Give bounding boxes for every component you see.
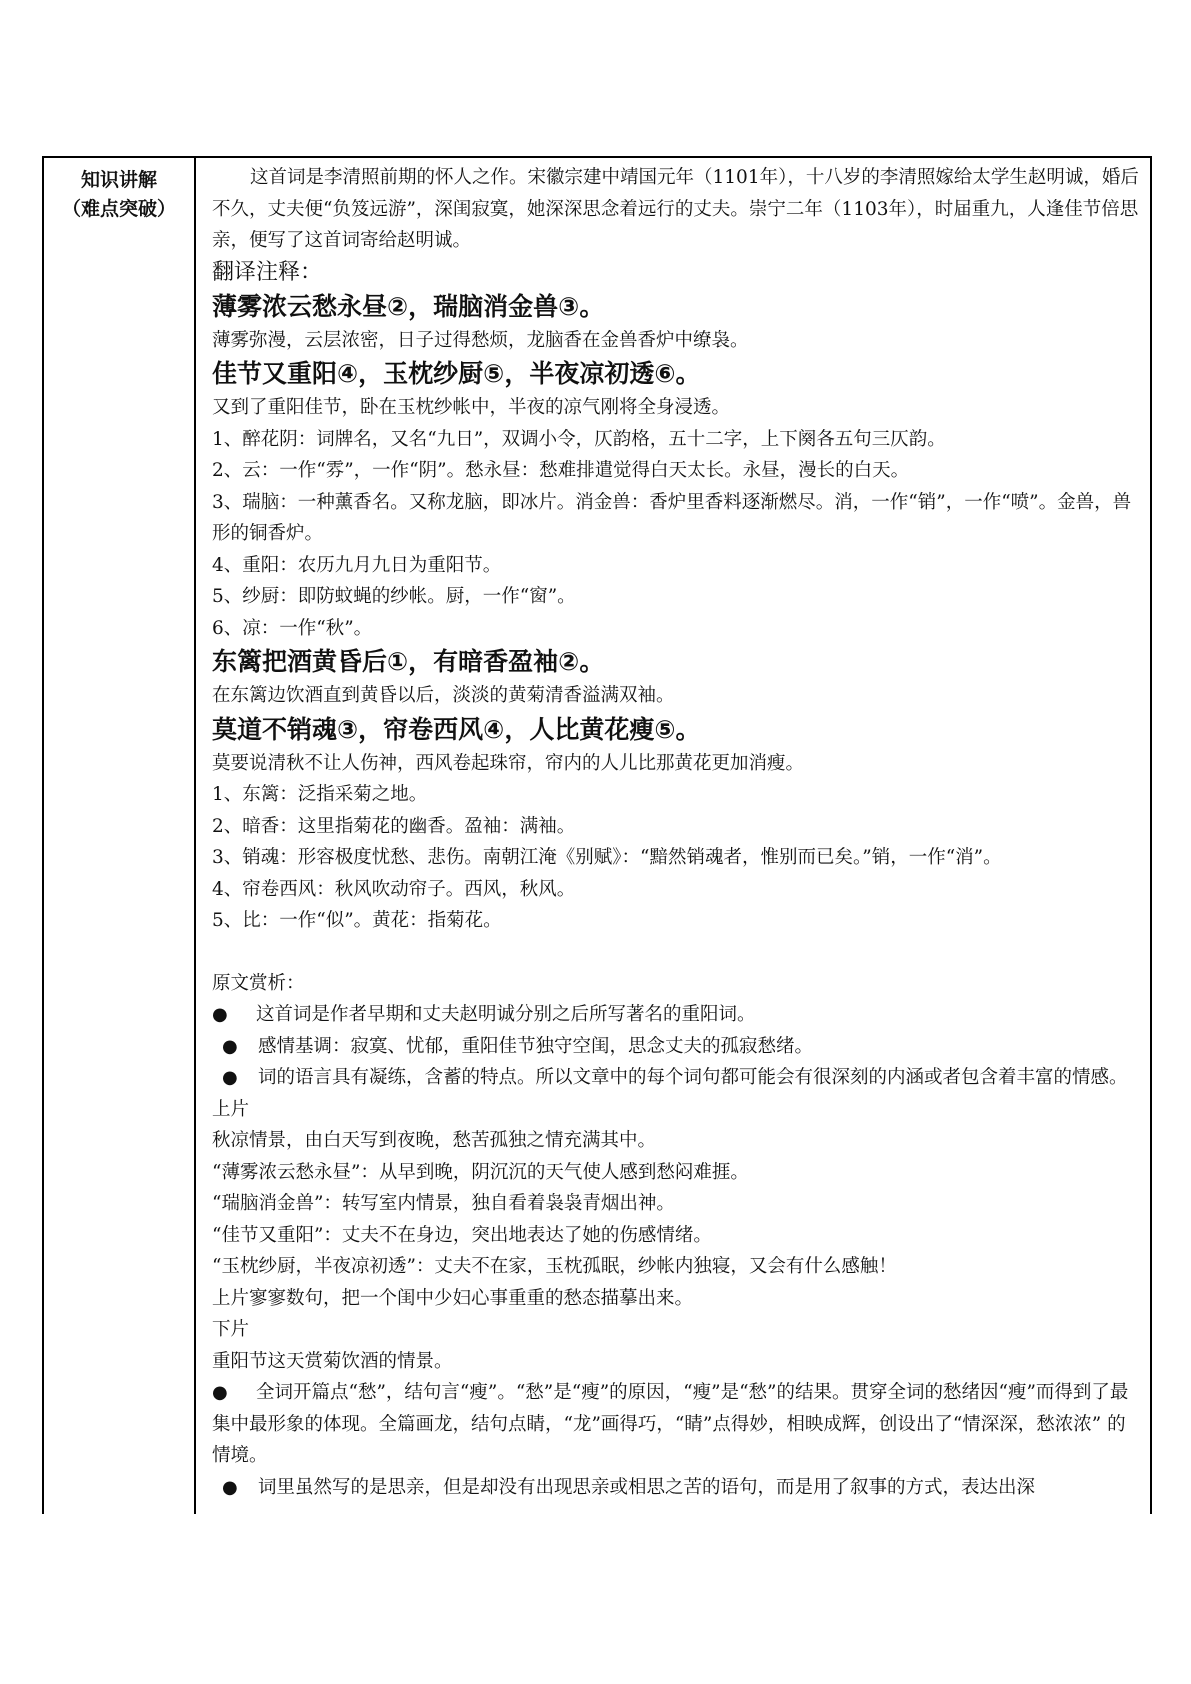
upper-line: 上片寥寥数句，把一个闺中少妇心事重重的愁态描摹出来。 (212, 1287, 694, 1309)
note-line: 3、瑞脑：一种薰香名。又称龙脑，即冰片。消金兽：香炉里香料逐渐燃尽。消，一作“销”，一作“喷”。金兽，兽形的铜香炉。 (212, 491, 1132, 544)
bullet-icon: ● (222, 1067, 238, 1088)
section-label-cell (44, 158, 196, 1514)
verse-line-3: 东篱把酒黄昏后①，有暗香盈袖②。 (212, 647, 605, 676)
bullet-item (212, 1031, 1140, 1063)
appreciation-heading: 原文赏析： (212, 972, 305, 994)
upper-heading: 上片 (212, 1098, 250, 1120)
note-line: 5、纱厨：即防蚊蝇的纱帐。厨，一作“窗”。 (212, 586, 576, 607)
section-label-title: 知识讲解 (80, 169, 157, 191)
note-line: 5、比：一作“似”。黄花：指菊花。 (212, 910, 502, 931)
bullet-item (212, 1472, 1140, 1504)
bullet-text: 词里虽然写的是思亲，但是却没有出现思亲或相思之苦的语句，而是用了叙事的方式，表达出深 (258, 1476, 1036, 1498)
bullet-text: 词的语言具有凝练，含蓄的特点。所以文章中的每个词句都可能会有很深刻的内涵或者包含着丰富的情感。 (258, 1067, 1128, 1088)
bullet-icon: ● (212, 1382, 228, 1403)
bullet-item (212, 1377, 1140, 1472)
lesson-table (42, 156, 1152, 1514)
verse-1-translation: 薄雾弥漫，云层浓密，日子过得愁烦，龙脑香在金兽香炉中缭袅。 (212, 329, 749, 351)
bullet-text: 全词开篇点“愁”，结句言“瘦”。“愁”是“瘦”的原因，“瘦”是“愁”的结果。贯穿全词的愁绪因“瘦”而得到了最集中最形象的体现。全篇画龙，结句点睛，“龙”画得巧，“睛”点得妙，相映成辉，创设出了“情深深，愁浓浓” 的情境。 (212, 1382, 1129, 1466)
verse-line-1: 薄雾浓云愁永昼②，瑞脑消金兽③。 (212, 291, 605, 321)
content-cell (196, 158, 1150, 1514)
note-line: 1、东篱：泛指采菊之地。 (212, 784, 428, 805)
bullet-icon: ● (212, 1004, 228, 1025)
lower-heading: 下片 (212, 1319, 250, 1340)
note-line: 4、重阳：农历九月九日为重阳节。 (212, 554, 502, 576)
verse-2-translation: 又到了重阳佳节，卧在玉枕纱帐中，半夜的凉气刚将全身浸透。 (212, 397, 731, 418)
upper-line: “薄雾浓云愁永昼”：从早到晚，阴沉沉的天气使人感到愁闷难捱。 (212, 1161, 749, 1183)
bullet-item (212, 999, 1140, 1031)
upper-line: “佳节又重阳”：丈夫不在身边，突出地表达了她的伤感情绪。 (212, 1224, 712, 1246)
bullet-icon: ● (222, 1476, 238, 1498)
note-line: 2、暗香：这里指菊花的幽香。盈袖：满袖。 (212, 815, 576, 837)
verse-line-4: 莫道不销魂③，帘卷西风④，人比黄花瘦⑤。 (212, 714, 701, 744)
upper-line: “瑞脑消金兽”：转写室内情景，独自看着袅袅青烟出神。 (212, 1193, 675, 1214)
spacer (212, 937, 1140, 968)
verse-4-translation: 莫要说清秋不让人伤神，西风卷起珠帘，帘内的人儿比那黄花更加消瘦。 (212, 752, 805, 774)
upper-line: 秋凉情景，由白天写到夜晚，愁苦孤独之情充满其中。 (212, 1130, 657, 1151)
note-line: 1、醉花阴：词牌名，又名“九日”，双调小令，仄韵格，五十二字，上下阕各五句三仄韵。 (212, 428, 946, 450)
bullet-icon: ● (222, 1035, 238, 1057)
bullet-text: 这首词是作者早期和丈夫赵明诚分别之后所写著名的重阳词。 (256, 1004, 756, 1025)
section-label-subtitle: （难点突破） (61, 198, 176, 220)
note-line: 6、凉：一作“秋”。 (212, 617, 373, 639)
verse-3-translation: 在东篱边饮酒直到黄昏以后，淡淡的黄菊清香溢满双袖。 (212, 685, 675, 706)
bullet-text: 感情基调：寂寞、忧郁，重阳佳节独守空闺，思念丈夫的孤寂愁绪。 (258, 1035, 814, 1057)
note-line: 2、云：一作“雰”，一作“阴”。愁永昼：愁难排遣觉得白天太长。永昼，漫长的白天。 (212, 460, 910, 481)
intro-paragraph: 这首词是李清照前期的怀人之作。宋徽宗建中靖国元年（1101年），十八岁的李清照嫁给太学生赵明诚，婚后不久，丈夫便“负笈远游”，深闺寂寞，她深深思念着远行的丈夫。崇宁二年（1103年），时届重九，人逢佳节倍思亲，便写了这首词寄给赵明诚。 (212, 167, 1139, 251)
bullet-item (212, 1062, 1140, 1094)
note-line: 4、帘卷西风：秋风吹动帘子。西风，秋风。 (212, 878, 576, 900)
upper-line: “玉枕纱厨，半夜凉初透”：丈夫不在家，玉枕孤眠，纱帐内独寝，又会有什么感触！ (212, 1256, 897, 1277)
lower-line: 重阳节这天赏菊饮酒的情景。 (212, 1350, 453, 1372)
translation-heading: 翻译注释： (212, 259, 323, 285)
note-line: 3、销魂：形容极度忧愁、悲伤。南朝江淹《别赋》：“黯然销魂者，惟别而已矣。”销，一作“消”。 (212, 847, 1002, 868)
verse-line-2: 佳节又重阳④，玉枕纱厨⑤，半夜凉初透⑥。 (212, 359, 701, 388)
